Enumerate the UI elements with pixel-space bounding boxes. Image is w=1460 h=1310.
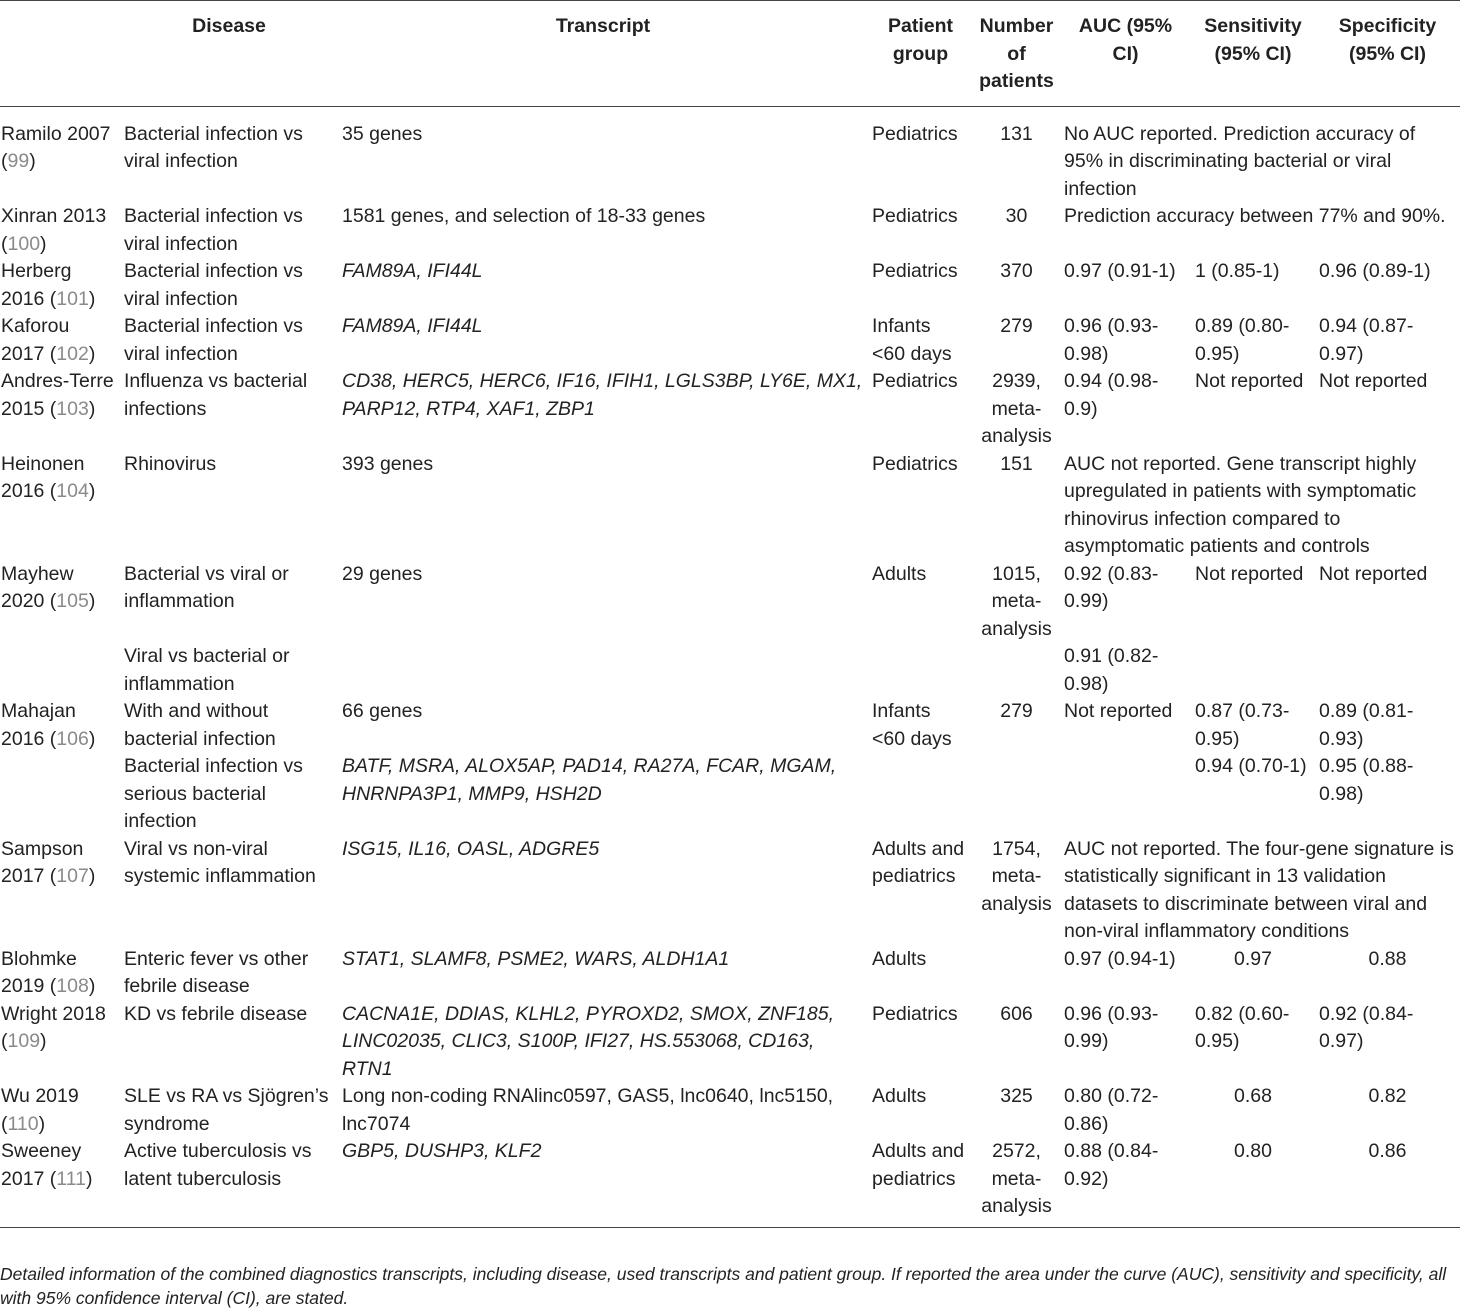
disease-cell: Bacterial infection vs viral infection <box>124 315 303 365</box>
study-name: Sampson 2017 ( <box>1 837 84 887</box>
table-row <box>0 106 1460 203</box>
header-patient-group: Patient group <box>868 1 973 107</box>
number-of-patients-cell: 370 <box>1000 260 1033 282</box>
table-row <box>0 203 1460 258</box>
study-name: Ramilo 2007 ( <box>1 122 111 172</box>
reference-close-paren: ) <box>88 342 96 365</box>
table-row <box>0 561 1460 644</box>
reference-close-paren: ) <box>88 975 96 997</box>
patient-group-cell: Pediatrics <box>872 122 958 145</box>
reference-close-paren: ) <box>88 480 96 502</box>
table-row <box>0 1083 1460 1138</box>
table-row <box>0 258 1460 313</box>
reference-close-paren: ) <box>38 1112 46 1135</box>
reference-close-paren: ) <box>88 865 96 887</box>
specificity-cell: 0.95 (0.88-0.98) <box>1319 755 1414 805</box>
number-of-patients-cell <box>973 946 1060 1001</box>
transcript-cell: FAM89A, IFI44L <box>342 260 483 282</box>
transcript-cell: CACNA1E, DDIAS, KLHL2, PYROXD2, SMOX, ZNF185, LINC02035, CLIC3, S100P, IFI27, HS.553068, CD163, RTN1 <box>342 1002 834 1080</box>
auc-cell: 0.88 (0.84-0.92) <box>1060 1138 1191 1227</box>
study-cell <box>0 1138 120 1227</box>
patient-group-cell: Adults <box>872 562 927 585</box>
disease-cell: Rhinovirus <box>124 452 217 475</box>
patient-group-cell: Adults and pediatrics <box>868 1138 973 1227</box>
study-name: Kaforou 2017 ( <box>1 315 70 365</box>
patient-group-cell: Adults <box>872 1085 927 1107</box>
table-row <box>0 698 1460 753</box>
reference-close-paren: ) <box>29 150 36 172</box>
specificity-cell: Not reported <box>1319 562 1428 585</box>
number-of-patients-cell: 1754, meta-analysis <box>981 837 1052 915</box>
number-of-patients-cell <box>973 643 1060 698</box>
header-specificity: Specificity (95% CI) <box>1315 1 1460 107</box>
disease-cell: Viral vs non-viral systemic inflammation <box>124 837 316 887</box>
reference-number: 102 <box>56 342 89 365</box>
study-cell <box>0 203 120 258</box>
table-row <box>0 753 1460 836</box>
reference-number: 101 <box>56 287 89 310</box>
disease-cell: Bacterial infection vs viral infection <box>124 205 303 255</box>
study-name: Heinonen 2016 ( <box>1 452 85 502</box>
transcript-cell: 29 genes <box>342 562 423 585</box>
disease-cell: Influenza vs bacterial infections <box>124 370 308 420</box>
header-transcript: Transcript <box>338 1 868 107</box>
auc-cell: 0.97 (0.94-1) <box>1064 947 1176 970</box>
reference-close-paren: ) <box>88 397 96 420</box>
specificity-cell: 0.82 <box>1368 1085 1407 1107</box>
table-row <box>0 836 1460 946</box>
number-of-patients-cell: 325 <box>1000 1085 1033 1107</box>
number-of-patients-cell: 279 <box>1000 700 1033 722</box>
reference-number: 108 <box>56 975 89 997</box>
disease-cell: Bacterial vs viral or inflammation <box>124 562 289 612</box>
sensitivity-cell: 1 (0.85-1) <box>1195 260 1280 282</box>
transcript-cell: FAM89A, IFI44L <box>342 315 483 337</box>
patient-group-cell: Infants <60 days <box>872 315 952 365</box>
reference-close-paren: ) <box>85 1167 93 1190</box>
auc-cell: 0.94 (0.98-0.9) <box>1064 370 1159 420</box>
study-name: Mahajan 2016 ( <box>1 700 76 750</box>
disease-cell: SLE vs RA vs Sjögren’s syndrome <box>124 1085 329 1135</box>
patient-group-cell: Adults and pediatrics <box>872 837 965 887</box>
auc-cell: 0.97 (0.91-1) <box>1064 260 1176 282</box>
disease-cell: Active tuberculosis vs latent tuberculosis <box>120 1138 338 1227</box>
sensitivity-cell: Not reported <box>1195 370 1304 392</box>
table-body <box>0 106 1460 1227</box>
number-of-patients-cell: 151 <box>1000 452 1033 475</box>
study-cell <box>0 836 120 946</box>
patient-group-cell: Pediatrics <box>872 205 958 227</box>
number-of-patients-cell: 2572, meta-analysis <box>973 1138 1060 1227</box>
specificity-cell: Not reported <box>1319 370 1428 392</box>
reference-number: 99 <box>7 150 30 172</box>
header-disease: Disease <box>120 1 338 107</box>
table-row <box>0 643 1460 698</box>
reference-close-paren: ) <box>88 727 96 750</box>
disease-cell: With and without bacterial infection <box>124 700 276 750</box>
table-footnote: Detailed information of the combined diagnostics transcripts, including disease, used transcripts and patient group. If reported the area under the curve (AUC), sensitivity and specificity, all with 95% confidence interval (CI), are stated. <box>0 1264 1447 1308</box>
merged-results-cell: AUC not reported. The four-gene signature is statistically significant in 13 validation datasets to discriminate between viral and non-viral inflammatory conditions <box>1064 837 1454 942</box>
reference-number: 104 <box>56 480 89 502</box>
study-name: Mayhew 2020 ( <box>1 562 74 612</box>
reference-close-paren: ) <box>40 232 47 255</box>
specificity-cell: 0.89 (0.81-0.93) <box>1319 700 1414 750</box>
reference-number: 105 <box>56 590 89 612</box>
patient-group-cell: Infants <60 days <box>872 700 952 750</box>
study-cell <box>0 1001 120 1084</box>
table-row <box>0 1138 1460 1227</box>
study-cell <box>0 643 120 698</box>
study-name: Wu 2019 ( <box>1 1085 79 1135</box>
transcript-cell: 35 genes <box>342 122 423 145</box>
specificity-cell: 0.96 (0.89-1) <box>1319 260 1431 282</box>
specificity-cell <box>1315 643 1460 698</box>
patient-group-cell: Pediatrics <box>872 452 958 475</box>
study-cell <box>0 946 120 1001</box>
study-cell <box>0 698 120 753</box>
transcript-cell: 66 genes <box>342 700 423 722</box>
study-name: Xinran 2013 ( <box>1 205 107 255</box>
patient-group-cell <box>868 753 973 836</box>
study-cell <box>0 753 120 836</box>
study-cell <box>0 313 120 368</box>
transcript-cell: ISG15, IL16, OASL, ADGRE5 <box>342 837 600 860</box>
reference-number: 107 <box>56 865 89 887</box>
sensitivity-cell: 0.97 <box>1234 947 1272 970</box>
transcript-cell: Long non-coding RNAlinc0597, GAS5, lnc0640, lnc5150, lnc7074 <box>342 1085 834 1135</box>
study-cell <box>0 368 120 451</box>
merged-results-cell: AUC not reported. Gene transcript highly upregulated in patients with symptomatic rhinovirus infection compared to asymptomatic patients and controls <box>1064 452 1417 557</box>
auc-cell: Not reported <box>1064 700 1173 722</box>
study-cell <box>0 1083 120 1138</box>
disease-cell: Bacterial infection vs viral infection <box>124 122 303 172</box>
study-name: Andres-Terre 2015 ( <box>1 370 114 420</box>
transcript-cell: STAT1, SLAMF8, PSME2, WARS, ALDH1A1 <box>342 947 730 970</box>
sensitivity-cell: 0.82 (0.60-0.95) <box>1195 1002 1290 1052</box>
patient-group-cell: Pediatrics <box>872 260 958 282</box>
specificity-cell: 0.94 (0.87-0.97) <box>1319 315 1414 365</box>
transcript-cell: 1581 genes, and selection of 18-33 genes <box>342 205 706 227</box>
reference-number: 103 <box>56 397 89 420</box>
transcript-cell: 393 genes <box>342 452 434 475</box>
specificity-cell: 0.88 <box>1368 947 1407 970</box>
table-row <box>0 451 1460 561</box>
auc-cell: 0.96 (0.93-0.99) <box>1064 1002 1159 1052</box>
specificity-cell: 0.86 <box>1315 1138 1460 1227</box>
reference-close-paren: ) <box>40 1030 47 1052</box>
reference-number: 110 <box>7 1112 39 1135</box>
reference-close-paren: ) <box>88 287 96 310</box>
study-name: Blohmke 2019 ( <box>1 947 77 997</box>
table-row <box>0 368 1460 451</box>
auc-cell: 0.91 (0.82-0.98) <box>1064 645 1159 695</box>
number-of-patients-cell <box>973 753 1060 836</box>
table-row <box>0 946 1460 1001</box>
sensitivity-cell: 0.87 (0.73-0.95) <box>1195 700 1290 750</box>
header-study <box>0 1 120 107</box>
reference-close-paren: ) <box>88 590 96 612</box>
table-row <box>0 313 1460 368</box>
transcript-cell: GBP5, DUSHP3, KLF2 <box>338 1138 868 1227</box>
reference-number: 109 <box>7 1030 41 1052</box>
header-number-of-patients: Number of patients <box>973 1 1060 107</box>
specificity-cell: 0.92 (0.84-0.97) <box>1319 1002 1414 1052</box>
patient-group-cell: Adults <box>872 947 927 970</box>
table-row <box>0 1001 1460 1084</box>
disease-cell: Enteric fever vs other febrile disease <box>124 947 309 997</box>
sensitivity-cell: Not reported <box>1195 562 1304 585</box>
auc-cell: 0.80 (0.72-0.86) <box>1064 1085 1159 1135</box>
number-of-patients-cell: 1015, meta-analysis <box>981 562 1052 640</box>
patient-group-cell: Pediatrics <box>872 1002 958 1025</box>
sensitivity-cell: 0.68 <box>1234 1085 1272 1107</box>
disease-cell: Bacterial infection vs viral infection <box>124 260 303 310</box>
auc-cell: 0.96 (0.93-0.98) <box>1064 315 1159 365</box>
transcript-cell: CD38, HERC5, HERC6, IF16, IFIH1, LGLS3BP, LY6E, MX1, PARP12, RTP4, XAF1, ZBP1 <box>342 370 863 420</box>
transcript-cell: BATF, MSRA, ALOX5AP, PAD14, RA27A, FCAR, MGAM, HNRNPA3P1, MMP9, HSH2D <box>342 755 837 805</box>
study-cell <box>0 451 120 561</box>
patient-group-cell: Pediatrics <box>872 370 958 392</box>
header-row <box>0 1 1460 107</box>
number-of-patients-cell: 606 <box>1000 1002 1033 1025</box>
disease-cell: KD vs febrile disease <box>124 1002 308 1025</box>
merged-results-cell: No AUC reported. Prediction accuracy of 95% in discriminating bacterial or viral infection <box>1064 122 1416 200</box>
sensitivity-cell: 0.89 (0.80-0.95) <box>1195 315 1290 365</box>
auc-cell: 0.92 (0.83-0.99) <box>1064 562 1159 612</box>
disease-cell: Viral vs bacterial or inflammation <box>124 645 290 695</box>
study-cell <box>0 561 120 644</box>
auc-cell <box>1060 753 1191 836</box>
merged-results-cell: Prediction accuracy between 77% and 90%. <box>1064 205 1446 227</box>
study-name: Herberg 2016 ( <box>1 260 72 310</box>
sensitivity-cell <box>1191 643 1315 698</box>
patient-group-cell <box>868 643 973 698</box>
number-of-patients-cell: 2939, meta-analysis <box>981 370 1052 447</box>
header-auc: AUC (95% CI) <box>1060 1 1191 107</box>
sensitivity-cell: 0.94 (0.70-1) <box>1195 755 1307 777</box>
disease-cell: Bacterial infection vs serious bacterial infection <box>124 755 303 832</box>
reference-number: 111 <box>56 1167 86 1190</box>
reference-number: 100 <box>7 232 41 255</box>
number-of-patients-cell: 131 <box>1000 122 1033 145</box>
study-cell <box>0 258 120 313</box>
study-cell <box>0 106 120 203</box>
number-of-patients-cell: 30 <box>1005 205 1028 227</box>
reference-number: 106 <box>56 727 89 750</box>
number-of-patients-cell: 279 <box>1000 315 1033 337</box>
sensitivity-cell: 0.80 <box>1191 1138 1315 1227</box>
header-sensitivity: Sensitivity (95% CI) <box>1191 1 1315 107</box>
transcript-cell <box>338 643 868 698</box>
study-name: Wright 2018 ( <box>1 1002 106 1052</box>
study-name: Sweeney 2017 ( <box>1 1140 82 1190</box>
